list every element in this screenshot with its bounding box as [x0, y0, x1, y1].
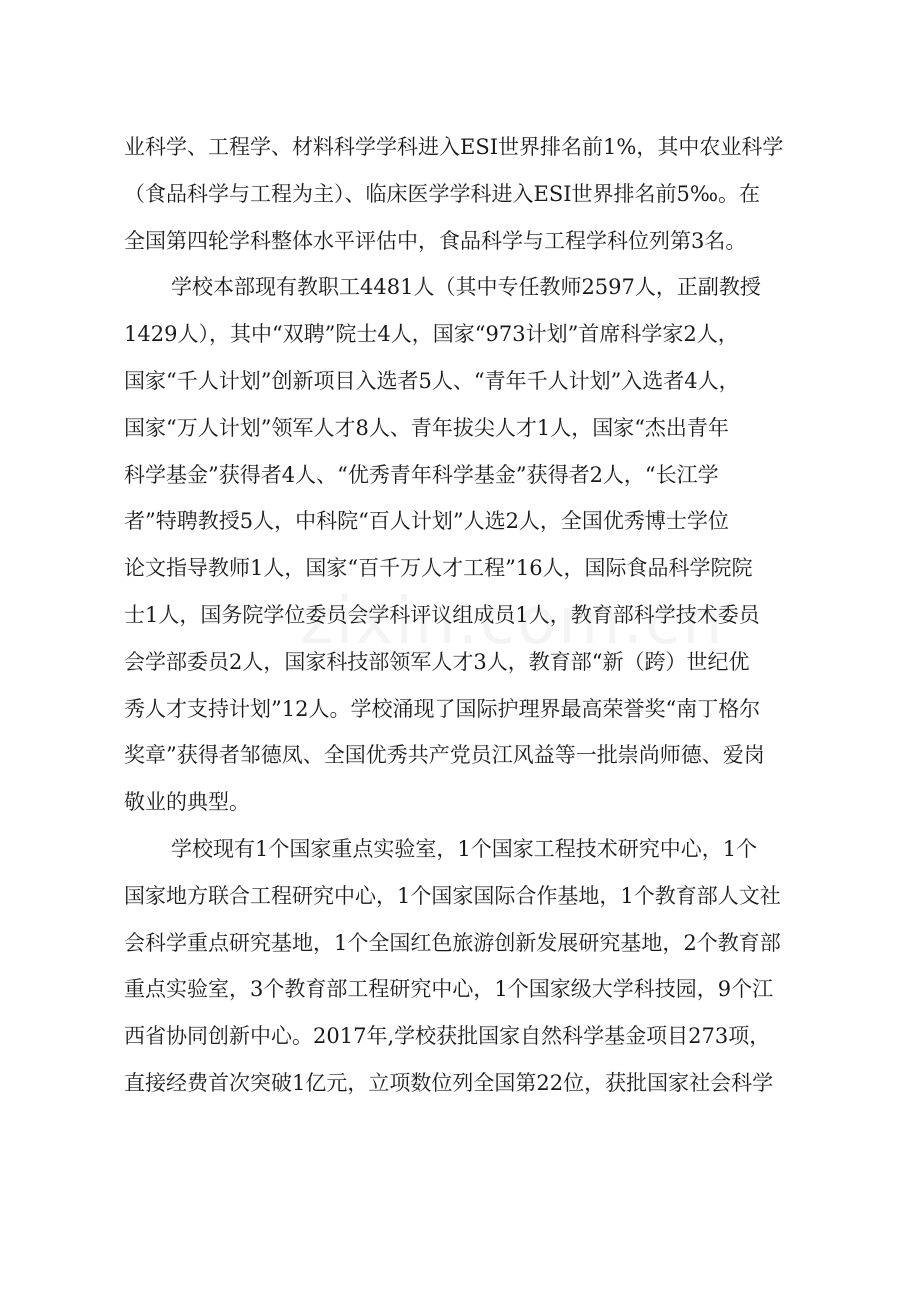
paragraph-faculty — [124, 264, 798, 826]
text-line: 1429人），其中“双聘”院士4人，国家“973计划”首席科学家2人， — [124, 322, 739, 347]
text-line: （食品科学与工程为主）、临床医学学科进入ESI世界排名前5‰。在 — [124, 181, 761, 206]
text-line: 科学基金”获得者4人、“优秀青年科学基金”获得者2人，“长江学 — [124, 462, 719, 487]
paragraph-disciplines — [124, 124, 798, 264]
text-line: 国家“万人计划”领军人才8人、青年拔尖人才1人，国家“杰出青年 — [124, 415, 729, 440]
text-line: 奖章”获得者邹德凤、全国优秀共产党员江风益等一批崇尚师德、爱岗 — [124, 743, 765, 768]
text-line: 论文指导教师1人，国家“百千万人才工程”16人，国际食品科学院院 — [124, 556, 753, 581]
text-line: 学校现有1个国家重点实验室，1个国家工程技术研究中心，1个 — [171, 836, 758, 861]
text-line: 学校本部现有教职工4481人（其中专任教师2597人，正副教授 — [171, 275, 761, 300]
text-line: 国家“千人计划”创新项目入选者5人、“青年千人计划”入选者4人， — [124, 368, 740, 393]
text-line: 士1人，国务院学位委员会学科评议组成员1人，教育部科学技术委员 — [124, 602, 760, 627]
text-line: 业科学、工程学、材料科学学科进入ESI世界排名前1%，其中农业科学 — [124, 135, 784, 159]
paragraph-research-platforms — [124, 826, 798, 1107]
text-line: 西省协同创新中心。2017年,学校获批国家自然科学基金项目273项， — [124, 1024, 771, 1049]
text-line: 会学部委员2人，国家科技部领军人才3人，教育部“新（跨）世纪优 — [124, 649, 750, 674]
text-line: 国家地方联合工程研究中心，1个国家国际合作基地，1个教育部人文社 — [124, 883, 781, 908]
text-line: 敬业的典型。 — [124, 790, 250, 815]
text-line: 重点实验室，3个教育部工程研究中心，1个国家级大学科技园，9个江 — [124, 977, 774, 1002]
text-line: 会科学重点研究基地，1个全国红色旅游创新发展研究基地，2个教育部 — [124, 930, 781, 955]
text-line: 者”特聘教授5人，中科院“百人计划”人选2人，全国优秀博士学位 — [124, 509, 729, 534]
text-line: 直接经费首次突破1亿元，立项数位列全国第22位，获批国家社会科学 — [124, 1070, 774, 1095]
body-text — [124, 124, 798, 1107]
text-line: 全国第四轮学科整体水平评估中，食品科学与工程学科位列第3名。 — [124, 228, 747, 253]
text-line: 秀人才支持计划”12人。学校涌现了国际护理界最高荣誉奖“南丁格尔 — [124, 696, 761, 721]
